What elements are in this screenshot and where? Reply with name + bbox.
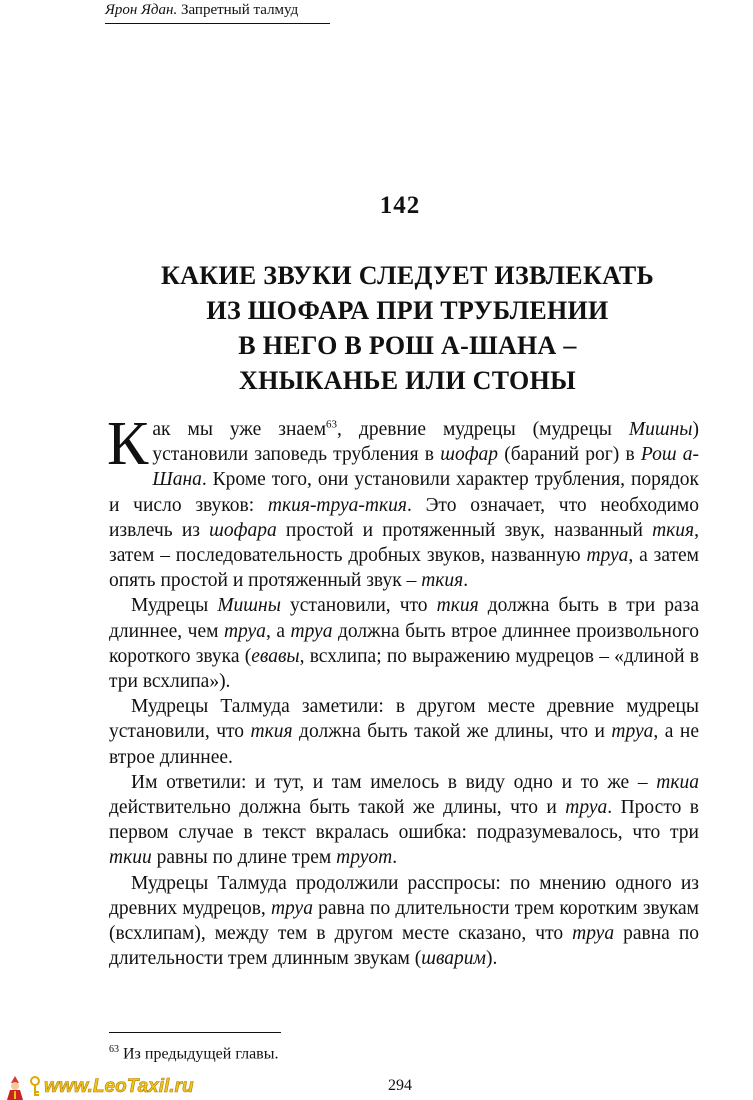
text-run: .	[463, 570, 469, 592]
paragraph-3	[109, 694, 699, 770]
italic-term: труа	[223, 620, 266, 642]
text-run: .	[392, 847, 398, 869]
text-run: Мудрецы Талмуда заметили: в другом месте древние мудрецы установили, что	[109, 696, 699, 743]
body-text	[107, 410, 700, 971]
italic-term: труа	[270, 897, 313, 919]
paragraph-5	[109, 871, 699, 972]
footnote-ref: 63	[326, 418, 338, 431]
footnote-rule	[109, 1032, 281, 1033]
italic-term: труа	[290, 620, 333, 642]
text-run: должна быть такой же длины, что и	[292, 721, 612, 743]
italic-term: Мишны	[628, 419, 693, 440]
italic-term: труа	[611, 721, 654, 743]
text-run: ак мы уже знаем	[152, 419, 327, 440]
running-head-title: Запретный талмуд	[180, 2, 299, 18]
chapter-title-line: В НЕГО В РОШ А-ШАНА –	[238, 331, 577, 360]
text-run: должна быть втрое длиннее произвольного короткого звука (	[109, 620, 699, 667]
text-run: Им ответили: и тут, и там имелось в виду одно и то же –	[131, 771, 657, 793]
text-run: ) установили заповедь трубления в	[152, 419, 699, 466]
paragraph-2	[109, 593, 699, 694]
key-icon	[28, 1076, 42, 1098]
footnote-text: Из предыдущей главы.	[119, 1045, 279, 1063]
chapter-number: 142	[379, 192, 421, 219]
text-run: (бараний рог) в	[498, 444, 641, 466]
italic-term: ткия	[250, 721, 293, 743]
text-run: , а	[265, 620, 291, 642]
running-head-author: Ярон Ядан.	[105, 2, 178, 18]
chapter-title-line: ИЗ ШОФАРА ПРИ ТРУБЛЕНИИ	[206, 296, 609, 325]
paragraph-4	[109, 770, 699, 871]
watermark	[2, 1074, 194, 1100]
text-run: ).	[486, 948, 498, 970]
watermark-text[interactable]: www.LeoTaxil.ru	[44, 1076, 194, 1097]
chapter-title-line: КАКИЕ ЗВУКИ СЛЕДУЕТ ИЗВЛЕКАТЬ	[160, 261, 655, 290]
italic-term: труот	[336, 847, 393, 869]
italic-term: Рош а-Шана	[152, 444, 700, 491]
text-run: , древние мудрецы (мудрецы	[337, 419, 629, 440]
italic-term: ткия-труа-ткия	[267, 494, 407, 516]
text-run: , затем – последовательность дробных звуков, названную	[109, 519, 699, 567]
priest-icon	[2, 1074, 28, 1100]
text-run: установили, что	[280, 595, 437, 617]
text-run: равна по длительности трем коротким звукам (всхлипам), между тем в другом месте сказано, что	[109, 897, 699, 945]
text-run: Мудрецы Талмуда продолжили расспросы: по мнению одного из древних мудрецов,	[109, 872, 699, 919]
text-run: равна по длительности трем длинным звукам (	[109, 923, 700, 970]
running-head	[105, 0, 330, 26]
drop-cap: К	[107, 410, 149, 478]
italic-term: ткия	[436, 595, 479, 617]
text-run: . Кроме того, они установили характер трубления, порядок и число звуков:	[109, 469, 699, 516]
paragraph-1	[107, 410, 700, 593]
italic-term: евавы	[251, 645, 300, 667]
italic-term: ткиа	[656, 771, 699, 793]
text-run: должна быть в три раза длиннее, чем	[109, 595, 700, 642]
chapter-title-line: ХНЫКАНЬЕ ИЛИ СТОНЫ	[239, 366, 576, 395]
text-run: равны по длине трем	[151, 847, 337, 869]
footnote	[109, 1040, 278, 1064]
italic-term: шофара	[209, 519, 277, 541]
italic-term: труа	[586, 545, 629, 567]
italic-term: ткии	[109, 847, 152, 869]
italic-term: шварим	[421, 948, 486, 970]
italic-term: шофар	[440, 444, 499, 466]
text-run: , а затем опять простой и протяженный звук –	[109, 545, 699, 592]
text-run: , а не втрое длиннее.	[109, 721, 700, 768]
italic-term: ткия	[652, 519, 695, 541]
italic-term: труа	[565, 797, 608, 819]
italic-term: труа	[572, 923, 615, 945]
text-run: Мудрецы	[131, 595, 218, 617]
text-run: . Просто в первом случае в текст вкралась ошибка: подразумевалось, что три	[109, 797, 699, 844]
italic-term: ткия	[421, 570, 464, 592]
text-run: простой и протяженный звук, названный	[276, 519, 653, 541]
text-run: . Это означает, что необходимо извлечь из	[109, 494, 699, 541]
chapter-title	[75, 258, 740, 398]
page-number: 294	[388, 1077, 412, 1094]
footnote-marker: 63	[109, 1044, 119, 1055]
italic-term: Мишны	[217, 595, 281, 617]
text-run: действительно должна быть такой же длины, что и	[109, 797, 566, 819]
running-head-rule	[105, 23, 330, 24]
text-run: , всхлипа; по выражению мудрецов – «длиной в три всхлипа»).	[109, 645, 699, 693]
